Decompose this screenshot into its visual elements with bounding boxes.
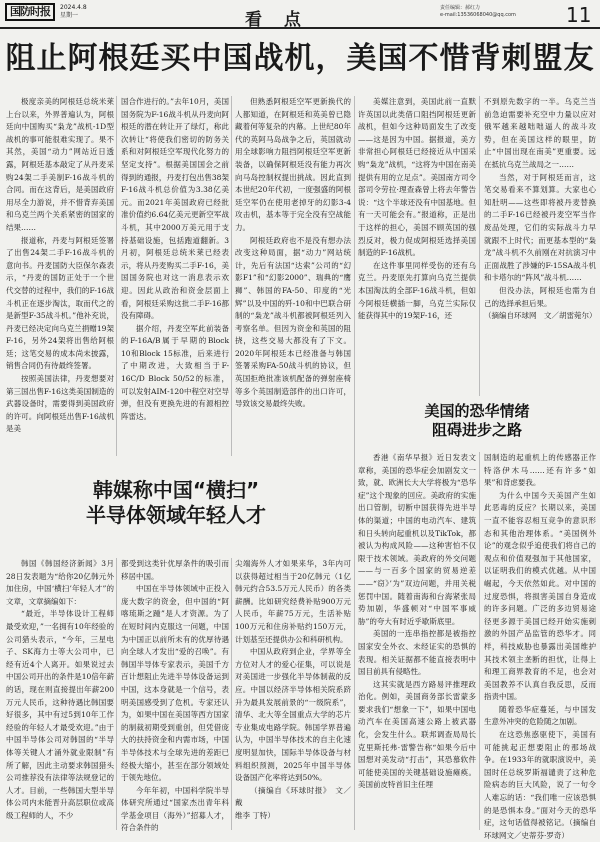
column-divider <box>231 558 232 830</box>
main-headline: 阻止阿根廷买中国战机，美国不惜背刺盟友 <box>5 41 595 76</box>
issue-date <box>60 4 87 20</box>
paragraph: 中国在半导体领域中正投入庞大数字的资金，但中国的“阿喀琉斯之踵”是人才资源。为了在短时间内克服这一问题，中国为中国正以前所未有的优厚待遇向全球人才发出“爱的召唤”。有韩国半导体专家表示，美国千方百计想阻止先进半导体设备运到中国，这本身就是一个信号，表明美国感受到了危机。专家还认为，如果中国在美国等西方国家的制裁初期受到重创，但凭借庞大的扶持资金和内需市场，中国半导体技术与全球先进的差距已经极大缩小，甚至在部分领域处于领先地位。 <box>121 584 229 783</box>
paragraph: 美国的一连串指控都是被指控国家安全外衣、未经证实的恐惧的表现。相关证据都不能直接表明中国目前具有侵略性。 <box>358 629 476 677</box>
paragraph: 尖端海外人才如果来华，3年内可以获得超过相当于20亿韩元（1亿韩元约合53.5万元人民币）的各类薪酬。比如研究经费补贴900万元人民币，年薪75万元，生活补贴100万元和住房补贴约150万元，计划基至还提供办公和科研机构。 <box>235 559 351 644</box>
paragraph: 但没办法，阿根廷也需为自己的选择承担后果。 <box>484 285 596 308</box>
article-credit: （摘编自《环球时报》 文／戴 <box>235 785 351 808</box>
article-credit: 维李 丁特） <box>235 810 275 820</box>
paragraph: 国合作进行的。”去年10月，美国国务院为F-16战斗机从丹麦向阿根廷的潜在转让开了绿灯，称此次转让“将使我们密切的防务关系和对阿根廷空军现代化努力的坚定支持”。根据美国国会之前得到的通报，丹麦打包出售38架F-16战斗机总价值为3.38亿美元。而2021年美国政府已经批准价值约6.64亿美元更新空军战斗机，其中2000万美元用于支持基础设施，包括跑道翻新。3月初，阿根廷总统米莱已经表示，将从丹麦购买二手F-16，美国国务院也对这一消息表示欢迎。因此从政治和资金层面上看，阿根廷采购这批二手F-16都没有障碍。 <box>121 97 229 321</box>
paragraph: 中国从政府到企业，学界等全方位对人才的爱心征集，可以说是对美国进一步强化半导体制裁的反应。中国以经济半导体相关院系跻升为最具发展前景的“一级院系”，清华、北大等全国重点大学的芯片专业集成电路学院。韩国学界普遍认为，中国半导体技术的自主化速度明显加快，国际半导体设备与材料组织预测，2025年中国半导体设备国产化率将达到50%。 <box>235 647 351 783</box>
paragraph: 在这件事里同样受伤的还有乌克兰。丹麦原先打算向乌克兰提供本国淘汰的全部F-16战斗机，但如今阿根廷横插一脚，乌克兰实际仅能获得其中的19架F-16，还 <box>358 260 476 321</box>
fear-article-column-2 <box>484 452 596 840</box>
editor-name: 责任编辑：郝红力 <box>440 5 481 11</box>
paragraph: 不到原先数字的一半。乌克兰当前急迫需要补充空中力量以应对俄军越来越咄咄逼人的战斗攻势，但在美国这样的眼里，防止“中国出现在南美”更重要。远在抵抗乌克兰战局之一…… <box>484 97 596 169</box>
column-divider <box>116 558 117 830</box>
korea-article-column-1 <box>6 558 114 830</box>
column-divider <box>479 96 480 396</box>
column-divider <box>479 452 480 830</box>
korea-article-column-3 <box>235 558 351 830</box>
column-divider <box>231 96 232 456</box>
paragraph: 今年年初，中国科学院半导体研究所通过“国家杰出青年科学基金项目（海外）”招募人才，符合条件的 <box>121 785 229 833</box>
paragraph: “最近，半导体设计工程师最受欢迎，”一名拥有10年经验的公司猎头表示，“今年，三星电子、SK海力士等大公司中，已经有近4个人离开。如果说过去中国公司开出的条件是10倍年薪的话，现在则直接提出年薪200万元人民币，这种待遇比韩国要好很多，其中有过5到10年工作经验的年轻人才最受欢迎。”由于中国半导体公司对韩国的“半导体等关键人才涌外就业限制”有所了解，因此主动要求韩国猎头公司推荐没有法律等法规登记的人才。目前，一些韩国大型半导体公司内未能晋升高层职位或高级工程师的人，不少 <box>6 609 114 820</box>
paragraph: 据介绍，丹麦空军此前装备的F-16A/B属于早期的Block 10和Block 15标准，后来进行了中期改进，大致相当于F-16C/D Block 50/52的标准，可以发射AIM-120中程空对空导弹，但没有更换先进的有源相控阵雷达。 <box>121 323 229 421</box>
paragraph: 为什么中国今天美国产生如此恶毒的反应？长期以来，美国一直不能容忍相互竞争的意识形态和其他治理体系。“美国例外论”的观念似乎追使我们将自己的观点和价值观强加于其他国家，以证明我们的模式优越。从中国崛起，今天依然如此。对中国的过度恐惧，将损害美国自身造成的许多问题。广泛的多边贸易途径更多源于美国已经开始实施刺激的外国产品监管的恐华才。同样，科技威胁也暴露出美国维护其技术领主垄断的担忧，让得上和理工商界教育的不足，也会对美国教养不认真自我反思，反而指责中国。 <box>484 490 596 702</box>
editor-info <box>440 5 516 19</box>
korea-article-headline <box>0 478 352 528</box>
newspaper-logo: 国防时报 <box>5 3 55 21</box>
main-article-column-1 <box>6 96 114 458</box>
weekday-text: 星期一 <box>60 12 79 19</box>
paragraph: 在这恐焦惑驱使下，美国有可能挑起正想要阻止的那场战争。在1933年的就职演说中，美国时任总统罗斯福谴责了这种危险病态的巨大风险，说了一句令人难忘的话：“我们唯一应该恐惧的是恐惧本身。”面对今天的恐华症，这句话值得被铭记。（摘编自环球网文／史蒂芬·罗奇） <box>484 730 596 840</box>
headline-line: 美国的恐华情绪 <box>424 402 530 420</box>
headline-line: 阻碍进步之路 <box>431 421 522 439</box>
paragraph: 报道称，丹麦与阿根廷签署了出售24架二手F-16战斗机的意向书。丹麦国防大臣保尔森表示，“丹麦的国防正处于一个世代交替的过程中，我们的F-16战斗机正在逐步淘汰，取而代之的是新型F-35战斗机。”他补充说，丹麦已经决定向乌克兰捐赠19架F-16，另外24架将出售给阿根廷；这笔交易的成本尚未披露，销售合同仍有待最终签署。 <box>6 235 114 371</box>
editor-email: e-mail:13536068040@qq.com <box>440 12 516 18</box>
masthead <box>0 0 600 29</box>
paragraph: 这其实就是西方路易评推理政治化。例如，美国商务部长雷蒙多要求我们“想象一下”，如果中国电动汽车在美国高速公路上被武器化，会发生什么。联邦调查局局长克里斯托弗·雷警告称“如果今后中国想对美发动“打击”，其恐慕软件可能使美国的关键基础设施瘫痪。美国前皮特首旧主任埋 <box>358 679 476 790</box>
section-name: 看 点 <box>245 10 309 30</box>
fear-article-headline <box>358 402 596 440</box>
paragraph: 美媒注意到，美国此前一直默许英国以此类借口阻挡阿根廷更新战机，但如今这种局面发生了改变——这是因为中国。据报道，美方非常担心阿根廷已经接近从中国采购“枭龙”战机，“这将为中国在南美提供有用的立足点”。美国南方司令部司令劳拉·理查森曾上将去年警告说：“这个半球还没有中国基地。但有一天可能会有。”报道称，正是出于这样的担心，美国不顾英国的强烈反对，极力促成阿根廷选择美国制造的F-16战机。 <box>358 97 476 258</box>
paragraph: 国制造的起重机上的传感器正作特洛伊木马……还有许多“如果”和背虑要我。 <box>484 453 596 488</box>
headline-line: 韩媒称中国“横扫” <box>92 478 260 502</box>
article-credit: （摘编自环球网 文／胡雷菀尔） <box>484 311 597 321</box>
paragraph: 当然，对于阿根廷而言，这笔交易看来不算划算。大家也心知肚明——这些即将被丹麦替换的二手F-16已经被丹麦空军当作废品处理，它们的实际战斗力早就跟不上时代；而更基本型的“枭龙”战斗机不久前刚在对抗演习中正面战胜了涉嫌的F-15SA战斗机和卡塔尔的“阵风”战斗机…… <box>484 172 596 283</box>
fear-article-column-1 <box>358 452 476 830</box>
main-article-column-2 <box>121 96 229 458</box>
paragraph: 极度亲美的阿根廷总统米莱上台以来，外界普遍认为，阿根廷向中国购买“枭龙”战机-1D型战机的事可能很难实现了。果不其然，美国“动力”网站近日透露，阿根廷基本敲定了从丹麦采购24架二手美制F-16战斗机的合同。而在这背后，是美国政府用尽全力游说，并不惜背弃美国和乌克兰两个关系紧密的国家的结果…… <box>6 97 114 232</box>
column-divider <box>116 96 117 456</box>
korea-article-column-2 <box>121 558 229 833</box>
main-article-column-3 <box>235 96 351 458</box>
paragraph: 都受到这类针优厚条件的吸引而移居中国。 <box>121 559 229 581</box>
paragraph: 随着恐华症蔓延，与中国发生意外冲突的危险随之加剧。 <box>484 704 596 727</box>
column-divider <box>354 96 355 830</box>
headline-line: 半导体领域年轻人才 <box>86 503 266 527</box>
page-number: 11 <box>566 3 592 27</box>
date-text: 2024.4.8 <box>60 4 87 11</box>
paragraph: 香港《南华早报》近日发表文章称，美国的恐华症会加剧发文一致，就、欧洲长大大学将极为“恐华症”这个现象的回应。美政府的实施出口管制，切断中国获得先进半导体的渠道；中国的电动汽车、建筑和日头转向起重机以及TikTok，都被认为构成风险——这种害怕不仅限于技术领域。美政府的外交问题——与一百多个国家的贸易逆差——“窃》’为”双边问题，并用关税惩罚中国。随着南海和台海紧张局势加剧，华盛顿对“中国军事威胁”的夸大有时近乎歇斯底里。 <box>358 453 476 626</box>
paragraph: 按照美国法律，丹麦想要对第三国出售F-16这类美国制造的武器设备时，需要得到美国政府的许可。向阿根廷出售F-16战机是美 <box>6 374 114 434</box>
paragraph: 但熟悉阿根廷空军更新换代的人都知道，在阿根廷和英美曾已隐藏着何等复杂的内幕。上世纪80年代的英阿马岛战争之后，英国就动用全球影响力阻挡阿根廷空军更新装备，以确保阿根廷没有能力再次向马岛控制权提出挑战。因此直到本世纪20年代初，一度强盛的阿根廷空军仍在使用老掉牙的幻影3-4攻击机，基本等于完全没有空战能力。 <box>235 97 351 232</box>
paragraph: 韩国《韩国经济新闻》3月28日发表题为“给你20亿韩元外加住房，中国‘横扫’年轻人才”的文章，文章摘编如下： <box>6 559 114 606</box>
paragraph: 阿根廷政府也不是没有想办法改变这种局面，据“动力”网站统计，先后有法国“达索”公司的“幻影F1”和“幻影2000”、瑞典的“鹰狮”、韩国的FA-50、印度的“光辉”以及中国的歼-10和中巴联合研制的“枭龙”战斗机都被阿根廷列入考察名单。但因为资金和英国的阻挠，这些交易大都没有了下文。2020年阿根廷本已经准备与韩国签署采购FA-50战斗机的协议，但英国拒绝批准该机配备的弹射座椅等多个英国制造部件的出口许可，导致该交易最终失败。 <box>235 235 351 409</box>
